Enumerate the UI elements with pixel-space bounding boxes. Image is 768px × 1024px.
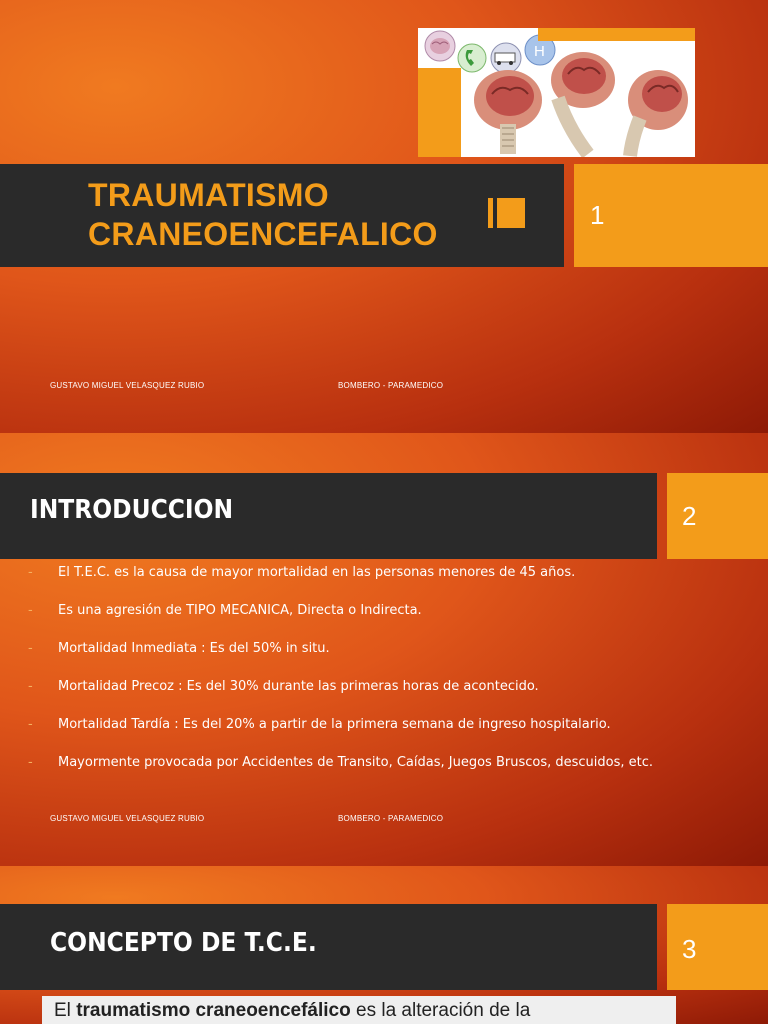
head-3-illustration [628, 70, 688, 156]
emblem-bar [488, 198, 493, 228]
head-1-illustration [474, 70, 542, 154]
definition-text [42, 996, 676, 1024]
bullet-dash: - [28, 679, 33, 694]
list-item [28, 563, 670, 582]
bullet-dash: - [28, 755, 33, 770]
slide-1 [0, 0, 768, 433]
slide-2 [0, 433, 768, 866]
footer-author: GUSTAVO MIGUEL VELASQUEZ RUBIO [50, 814, 205, 823]
head-2-illustration [551, 52, 615, 154]
definition-suffix: es la alteración de la [350, 1000, 531, 1021]
ambulance-icon [491, 43, 521, 73]
brain-icon [425, 31, 455, 61]
slide-number: 2 [682, 501, 697, 531]
footer-role: BOMBERO - PARAMEDICO [338, 381, 444, 390]
list-item [28, 601, 670, 620]
list-item [28, 753, 670, 772]
hospital-letter: H [534, 43, 545, 60]
title-line-2: CRANEOENCEFALICO [88, 216, 438, 252]
bullet-dash: - [28, 717, 33, 732]
bullet-dash: - [28, 603, 33, 618]
list-item-text: Mortalidad Inmediata : Es del 50% in situ. [58, 641, 330, 656]
definition-prefix: El [54, 1000, 77, 1021]
slide-title: INTRODUCCION [30, 495, 234, 525]
list-item-text: Mortalidad Tardía : Es del 20% a partir de la primera semana de ingreso hospitalario. [58, 717, 611, 732]
list-item-text: El T.E.C. es la causa de mayor mortalidad en las personas menores de 45 años. [58, 565, 576, 580]
list-item-text: Es una agresión de TIPO MECANICA, Directa o Indirecta. [58, 603, 422, 618]
image-accent-left [418, 68, 461, 157]
definition-term: traumatismo craneoencefálico [76, 1000, 351, 1021]
list-item-text: Mayormente provocada por Accidentes de Transito, Caídas, Juegos Bruscos, descuidos, etc. [58, 755, 654, 770]
footer-role: BOMBERO - PARAMEDICO [338, 814, 444, 823]
slide-title [88, 176, 438, 254]
slide-title: CONCEPTO DE T.C.E. [50, 928, 317, 958]
footer-author: GUSTAVO MIGUEL VELASQUEZ RUBIO [50, 381, 205, 390]
title-line-1: TRAUMATISMO [88, 177, 329, 213]
phone-icon [458, 44, 486, 72]
bullet-dash: - [28, 641, 33, 656]
bullet-dash: - [28, 565, 33, 580]
list-item [28, 639, 670, 658]
definition-box [42, 996, 676, 1024]
slide-3 [0, 866, 768, 1024]
list-item-text: Mortalidad Precoz : Es del 30% durante las primeras horas de acontecido. [58, 679, 539, 694]
intro-list [28, 563, 670, 791]
emblem-square [497, 198, 525, 228]
slide-number: 1 [590, 200, 605, 230]
slide-number: 3 [682, 934, 697, 964]
image-accent-top [538, 28, 695, 41]
list-item [28, 715, 670, 734]
list-item [28, 677, 670, 696]
